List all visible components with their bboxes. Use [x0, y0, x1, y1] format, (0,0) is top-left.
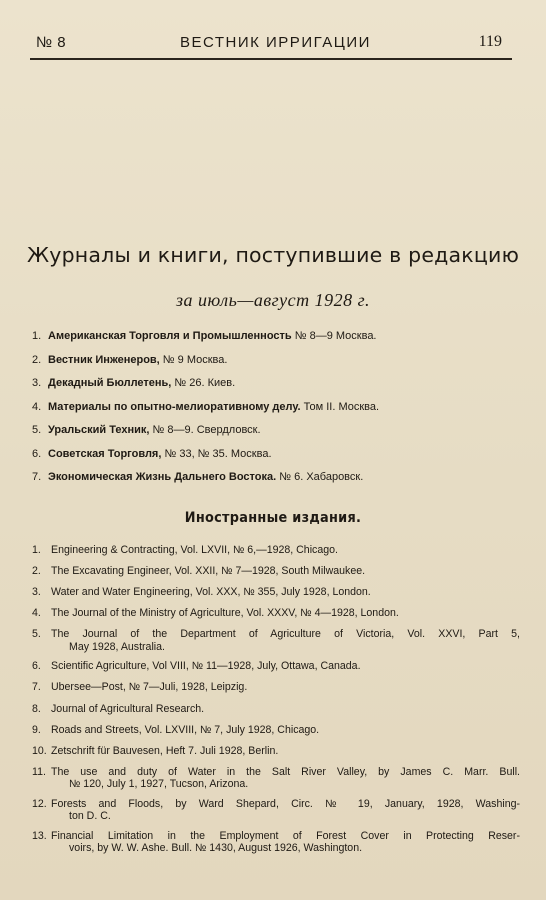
list-item: 11. The use and duty of Water in the Salt River Valley, by James C. Marr. Bull. № 120, July 1, 1927, Tucson, Arizona.: [32, 765, 520, 791]
list-item: 5. Уральский Техник, № 8—9. Свердловск.: [32, 424, 261, 436]
journal-title: ВЕСТНИК ИРРИГАЦИИ: [180, 34, 371, 51]
list-item: 12. Forests and Floods, by Ward Shepard, Circ. № 19, January, 1928, Washing- ton D. C.: [32, 797, 520, 823]
list-item: 1. Engineering & Contracting, Vol. LXVII, № 6,—1928, Chicago.: [32, 544, 338, 556]
list-item: 13. Financial Limitation in the Employment of Forest Cover in Protecting Reser- voirs, by W. W. Ashe. Bull. № 1430, August 1926, Washington.: [32, 829, 520, 855]
list-item: 8. Journal of Agricultural Research.: [32, 702, 205, 715]
russian-journals-list: [32, 330, 522, 495]
list-item: 4. Материалы по опытно-мелиоративному делу. Том II. Москва.: [32, 400, 380, 413]
section-subtitle: за июль—август 1928 г.: [176, 290, 370, 310]
list-item: 3. Water and Water Engineering, Vol. XXX, № 355, July 1928, London.: [32, 586, 371, 599]
list-item: 4. The Journal of the Ministry of Agriculture, Vol. XXXV, № 4—1928, London.: [32, 607, 399, 620]
foreign-publications-list: [32, 544, 520, 862]
list-item: 6. Scientific Agriculture, Vol VIII, № 11—1928, July, Ottawa, Canada.: [32, 660, 361, 673]
foreign-publications-heading: Иностранные издания.: [184, 510, 362, 526]
section-title: Журналы и книги, поступившие в редакцию: [26, 243, 520, 267]
list-item: 5. The Journal of the Department of Agriculture of Victoria, Vol. XXVI, Part 5, May 1928, Australia.: [32, 628, 520, 653]
list-item: 2. The Excavating Engineer, Vol. XXII, № 7—1928, South Milwaukee.: [32, 565, 366, 578]
page-number: 119: [478, 33, 502, 50]
list-item: 7. Ubersee—Post, № 7—Juli, 1928, Leipzig.: [32, 681, 248, 694]
header-rule: [30, 58, 512, 60]
list-item: 3. Декадный Бюллетень, № 26. Киев.: [32, 377, 236, 389]
list-item: 6. Советская Торговля, № 33, № 35. Москва.: [32, 447, 272, 460]
list-item: 1. Американская Торговля и Промышленность № 8—9 Москва.: [32, 330, 377, 342]
issue-number: № 8: [36, 34, 67, 51]
list-item: 2. Вестник Инженеров, № 9 Москва.: [32, 353, 228, 366]
running-header: [30, 34, 508, 56]
list-item: 10. Zetschrift für Bauvesen, Heft 7. Juli 1928, Berlin.: [32, 744, 279, 757]
list-item: 9. Roads and Streets, Vol. LXVIII, № 7, July 1928, Chicago.: [32, 723, 320, 736]
list-item: 7. Экономическая Жизнь Дальнего Востока. № 6. Хабаровск.: [32, 471, 364, 483]
